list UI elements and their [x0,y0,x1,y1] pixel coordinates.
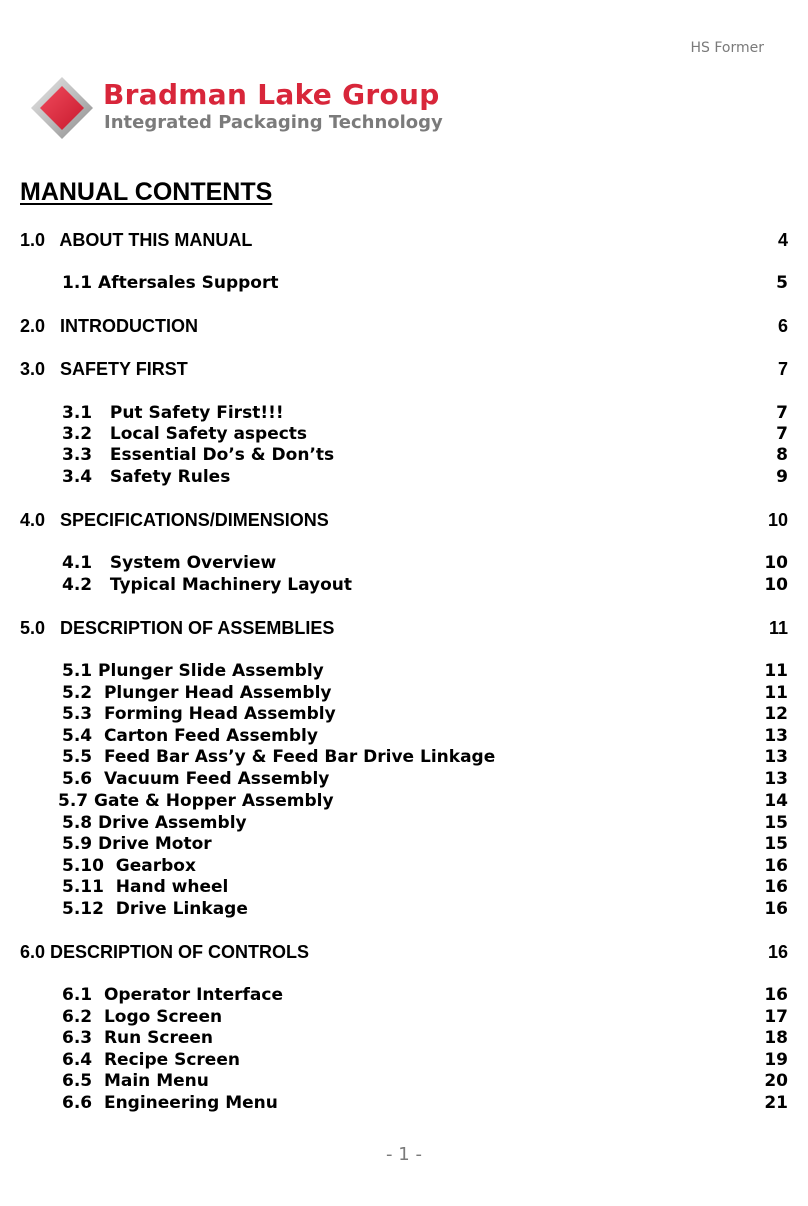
company-tagline: Integrated Packaging Technology [104,112,443,133]
toc-entry[interactable] [20,229,788,251]
toc-entry[interactable] [62,682,788,704]
toc-entry-page: 5 [776,273,788,293]
toc-entry[interactable] [62,423,788,445]
toc-entry-title: 5.12 Drive Linkage [62,899,248,919]
toc-entry-page: 12 [764,704,788,724]
toc-entry-title: 1.0 ABOUT THIS MANUAL [20,229,253,250]
toc-entry[interactable] [62,984,788,1006]
toc-entry-title: 5.5 Feed Bar Ass’y & Feed Bar Drive Linkage [62,747,496,767]
toc-entry-page: 16 [764,856,788,876]
page-title: MANUAL CONTENTS [20,178,273,206]
toc-entry-title: 1.1 Aftersales Support [62,273,279,293]
toc-entry[interactable] [62,660,788,682]
toc-entry-title: 5.0 DESCRIPTION OF ASSEMBLIES [20,617,335,638]
toc-entry[interactable] [20,315,788,337]
toc-entry-page: 7 [776,424,788,444]
toc-entry-title: 6.6 Engineering Menu [62,1093,278,1113]
toc-entry[interactable] [62,876,788,898]
toc-entry[interactable] [62,402,788,424]
toc-entry[interactable] [62,746,788,768]
toc-entry-title: 4.0 SPECIFICATIONS/DIMENSIONS [20,509,329,530]
toc-entry[interactable] [62,1006,788,1028]
toc-entry-title: 3.1 Put Safety First!!! [62,403,284,423]
diamond-logo-icon [30,76,94,140]
toc-entry-page: 8 [776,445,788,465]
toc-entry-page: 15 [764,834,788,854]
toc-entry-title: 5.8 Drive Assembly [62,813,247,833]
toc-entry-title: 5.3 Forming Head Assembly [62,704,336,724]
toc-entry-title: 3.3 Essential Do’s & Don’ts [62,445,335,465]
toc-entry[interactable] [62,1049,788,1071]
toc-entry-title: 2.0 INTRODUCTION [20,315,199,336]
toc-entry-page: 16 [767,941,788,962]
toc-entry-page: 16 [764,985,788,1005]
toc-entry-title: 3.2 Local Safety aspects [62,424,308,444]
page-number: - 1 - [386,1144,422,1165]
toc-entry-page: 16 [764,877,788,897]
toc-entry-page: 7 [777,358,788,379]
toc-entry-title: 5.1 Plunger Slide Assembly [62,661,324,681]
toc-entry-title: 6.0 DESCRIPTION OF CONTROLS [20,941,310,962]
toc-entry-page: 13 [764,747,788,767]
toc-entry-title: 5.11 Hand wheel [62,877,229,897]
toc-entry-title: 4.1 System Overview [62,553,277,573]
toc-entry[interactable] [20,617,788,639]
toc-entry-title: 6.3 Run Screen [62,1028,214,1048]
toc-entry[interactable] [62,768,788,790]
toc-entry-title: 5.7 Gate & Hopper Assembly [58,791,334,811]
toc-entry[interactable] [62,703,788,725]
toc-entry[interactable] [20,509,788,531]
toc-entry-title: 6.4 Recipe Screen [62,1050,240,1070]
toc-entry-page: 11 [764,661,788,681]
toc-entry[interactable] [62,812,788,834]
company-name: Bradman Lake Group [103,78,440,111]
toc-entry-page: 6 [777,315,788,336]
toc-entry-page: 16 [764,899,788,919]
toc-entry-page: 15 [764,813,788,833]
toc-entry-page: 10 [764,553,788,573]
toc-entry[interactable] [58,790,788,812]
toc-entry[interactable] [62,466,788,488]
toc-entry-title: 5.2 Plunger Head Assembly [62,683,332,703]
toc-entry[interactable] [62,1070,788,1092]
toc-entry[interactable] [62,444,788,466]
toc-entry-page: 21 [764,1093,788,1113]
toc-entry-title: 5.6 Vacuum Feed Assembly [62,769,330,789]
toc-entry[interactable] [62,552,788,574]
toc-entry-page: 13 [764,726,788,746]
toc-entry-page: 10 [764,575,788,595]
toc-entry-title: 5.9 Drive Motor [62,834,212,854]
toc-entry-page: 20 [764,1071,788,1091]
toc-entry[interactable] [62,833,788,855]
toc-entry-page: 17 [764,1007,788,1027]
toc-entry-page: 10 [767,509,788,530]
toc-entry-page: 19 [764,1050,788,1070]
toc-entry-page: 14 [764,791,788,811]
document-label: HS Former [690,40,764,56]
toc-entry-page: 11 [768,617,788,638]
toc-entry-title: 3.0 SAFETY FIRST [20,358,188,379]
toc-entry[interactable] [20,358,788,380]
toc-entry-page: 13 [764,769,788,789]
toc-entry[interactable] [20,941,788,963]
toc-entry-page: 11 [764,683,788,703]
toc-entry-title: 6.5 Main Menu [62,1071,209,1091]
toc-entry-page: 9 [776,467,788,487]
toc-entry[interactable] [62,574,788,596]
toc-entry-title: 3.4 Safety Rules [62,467,231,487]
toc-entry[interactable] [62,272,788,294]
toc-entry-page: 7 [776,403,788,423]
toc-entry-title: 6.2 Logo Screen [62,1007,223,1027]
toc-entry-title: 6.1 Operator Interface [62,985,284,1005]
toc-entry[interactable] [62,1027,788,1049]
toc-entry-page: 4 [777,229,788,250]
toc-entry-page: 18 [764,1028,788,1048]
toc-entry[interactable] [62,855,788,877]
toc-entry-title: 5.10 Gearbox [62,856,196,876]
toc-entry[interactable] [62,1092,788,1114]
company-logo [30,76,490,140]
toc-entry[interactable] [62,725,788,747]
toc-entry-title: 5.4 Carton Feed Assembly [62,726,318,746]
toc-entry[interactable] [62,898,788,920]
toc-entry-title: 4.2 Typical Machinery Layout [62,575,353,595]
